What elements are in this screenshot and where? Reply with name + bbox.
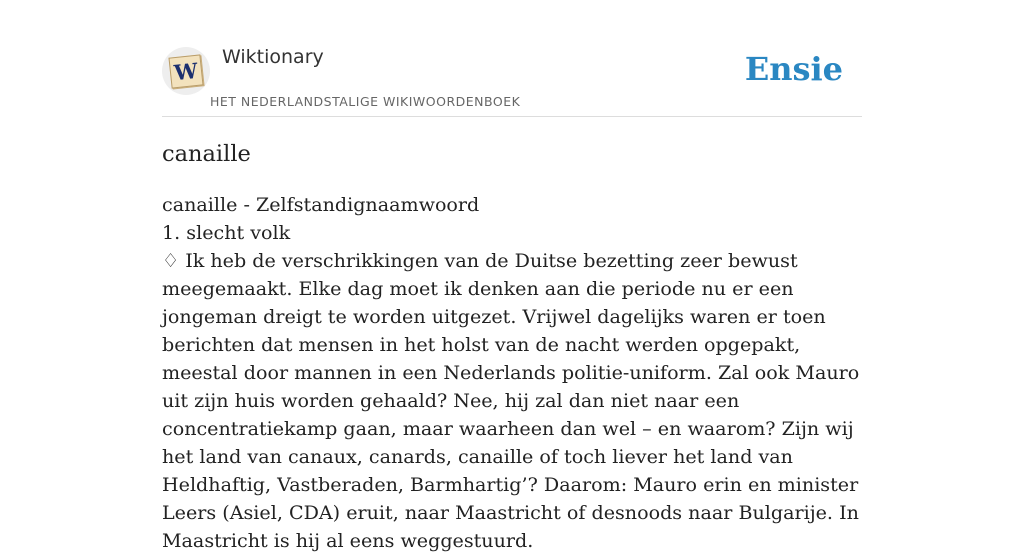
sense-text: slecht volk xyxy=(186,221,291,244)
part-of-speech: Zelfstandignaamwoord xyxy=(255,193,480,216)
example-paragraph xyxy=(162,247,864,555)
definition-entry xyxy=(162,191,864,555)
part-of-speech-line xyxy=(162,191,864,219)
site-header xyxy=(162,40,862,117)
example-marker-icon: ♢ xyxy=(162,249,180,272)
separator: - xyxy=(237,193,256,216)
ensie-brand-link[interactable]: Ensie xyxy=(744,50,843,88)
example-text: Ik heb de verschrikkingen van de Duitse bezetting zeer bewust meegemaakt. Elke dag moet ik denken aan die periode nu er een jongeman dreigt te worden uitgezet. Vrijwel dagelijks waren er toen berichten dat mensen in het holst van de nacht werden opgepakt, meestal door mannen in een Nederlands politie-uniform. Zal ook Mauro uit zijn huis worden gehaald? Nee, hij zal dan niet naar een concentratiekamp gaan, maar waarheen dan wel – en waarom? Zijn wij het land van canaux, canards, canaille of toch liever het land van Heldhaftig, Vastberaden, Barmhartig’? Daarom: Mauro erin en minister Leers (Asiel, CDA) eruit, naar Maastricht of desnoods naar Bulgarije. In Maastricht is hij al eens weggestuurd. xyxy=(162,249,860,552)
wiktionary-logo-icon[interactable] xyxy=(162,47,210,95)
sense-line xyxy=(162,219,864,247)
site-name[interactable]: Wiktionary xyxy=(222,46,324,68)
sense-number: 1. xyxy=(162,221,181,244)
logo-tile: W xyxy=(168,54,203,88)
main-content xyxy=(162,116,864,555)
site-tagline: HET NEDERLANDSTALIGE WIKIWOORDENBOEK xyxy=(210,94,521,109)
page-title: canaille xyxy=(162,141,251,167)
entry-word: canaille xyxy=(162,193,238,216)
